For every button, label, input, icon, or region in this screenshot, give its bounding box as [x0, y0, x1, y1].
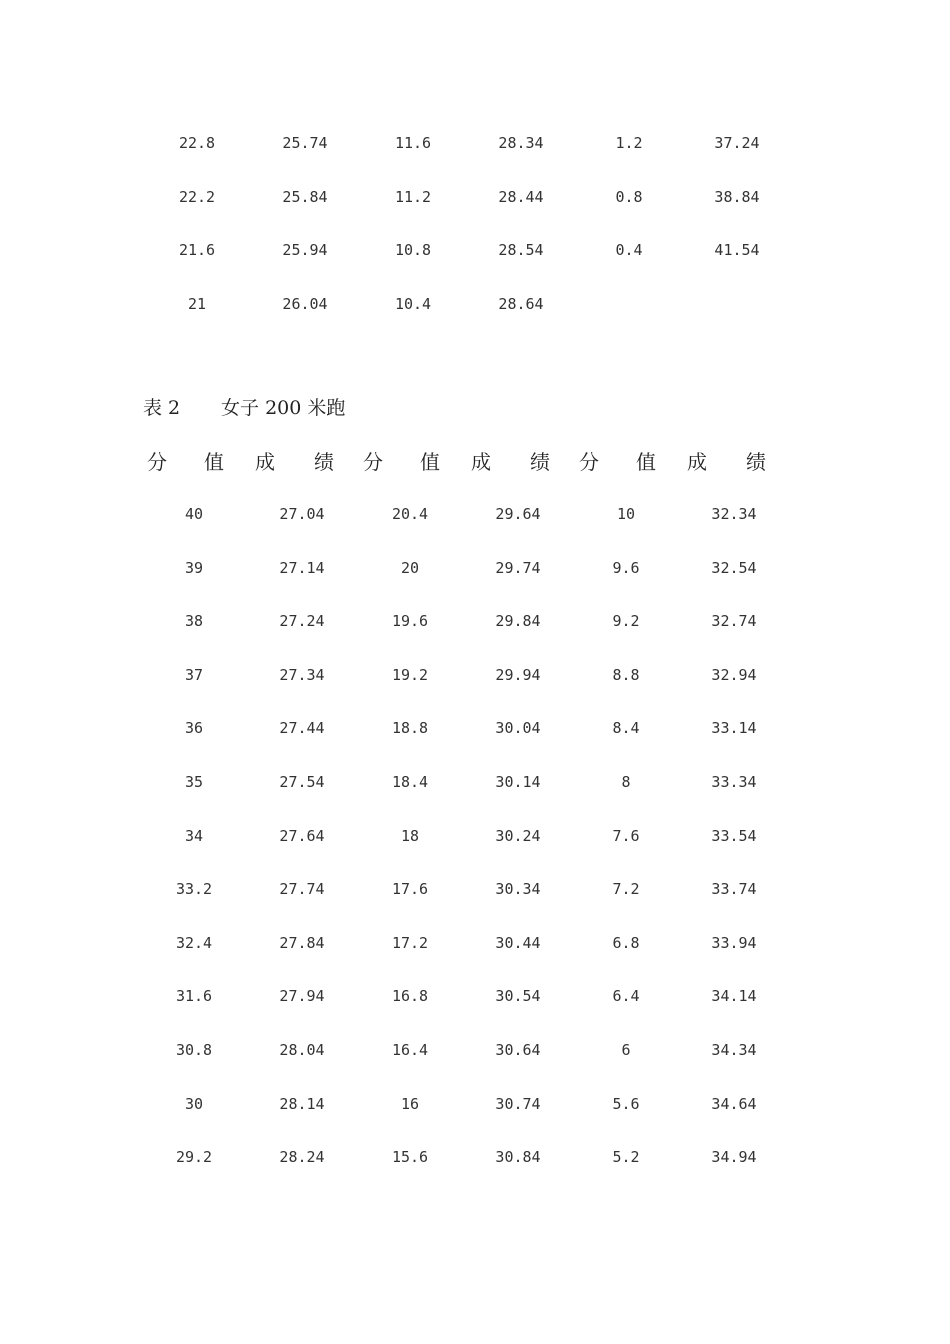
table-cell: 27.34	[279, 665, 325, 684]
table-cell: 0.8	[615, 187, 643, 206]
table-row	[143, 241, 791, 295]
table-cell: 29.2	[175, 1148, 213, 1167]
table-cell: 7.2	[612, 880, 640, 899]
table-row	[143, 134, 791, 188]
table-row	[143, 188, 791, 242]
table-row	[140, 666, 788, 720]
table-cell: 32.74	[711, 612, 757, 631]
table-cell: 6.8	[612, 933, 640, 952]
table-header-char: 绩	[746, 450, 766, 474]
table-row	[140, 827, 788, 881]
table-cell: 22.8	[178, 134, 216, 152]
table-cell: 33.34	[711, 772, 757, 791]
table-cell: 17.2	[391, 933, 429, 952]
table-cell: 0.4	[615, 241, 643, 260]
table-cell: 5.6	[612, 1094, 640, 1113]
table-cell: 28.14	[279, 1094, 325, 1113]
table-header-char: 值	[204, 450, 224, 474]
table-cell: 39	[184, 558, 204, 577]
table-cell: 30.24	[495, 826, 541, 845]
table-row	[140, 1041, 788, 1095]
table-cell: 30	[184, 1094, 204, 1113]
table-cell: 26.04	[282, 294, 328, 313]
table-cell: 15.6	[391, 1148, 429, 1167]
table-cell: 27.64	[279, 826, 325, 845]
table-cell: 28.24	[279, 1148, 325, 1167]
table-row	[140, 934, 788, 988]
table-header-char: 分	[363, 450, 383, 474]
table-cell: 30.8	[175, 1040, 213, 1059]
table-cell: 20	[400, 558, 420, 577]
table-cell: 18	[400, 826, 420, 845]
table-header-char: 值	[420, 450, 440, 474]
table-header-char: 成	[687, 450, 707, 474]
table-row	[140, 773, 788, 827]
table2-number: 表 2	[143, 397, 181, 419]
table-cell: 29.74	[495, 558, 541, 577]
table-cell: 25.74	[282, 134, 328, 152]
table-cell: 30.84	[495, 1148, 541, 1167]
table-header-char: 值	[636, 450, 656, 474]
table2-header-row	[147, 446, 787, 475]
table-cell: 30.14	[495, 772, 541, 791]
table-cell: 31.6	[175, 987, 213, 1006]
table-cell: 19.2	[391, 665, 429, 684]
table-cell: 28.64	[498, 294, 544, 313]
table-cell: 29.64	[495, 505, 541, 523]
table-cell: 18.4	[391, 772, 429, 791]
table-row	[140, 1148, 788, 1202]
table-cell: 28.44	[498, 187, 544, 206]
table-cell: 20.4	[391, 505, 429, 523]
table-cell: 9.2	[612, 612, 640, 631]
table1-continuation	[143, 134, 791, 348]
table-cell: 33.54	[711, 826, 757, 845]
table-cell: 34.64	[711, 1094, 757, 1113]
table-cell: 32.54	[711, 558, 757, 577]
table-cell: 28.04	[279, 1040, 325, 1059]
table-cell: 35	[184, 772, 204, 791]
table-cell: 8	[621, 772, 631, 791]
table-cell: 32.34	[711, 505, 757, 523]
table-cell: 28.34	[498, 134, 544, 152]
table-cell: 27.74	[279, 880, 325, 899]
table-cell: 18.8	[391, 719, 429, 738]
table-cell: 21	[187, 294, 207, 313]
table-cell: 27.14	[279, 558, 325, 577]
table-cell: 30.64	[495, 1040, 541, 1059]
table-cell: 32.94	[711, 665, 757, 684]
table-cell: 33.94	[711, 933, 757, 952]
table-cell: 22.2	[178, 187, 216, 206]
table-cell: 8.4	[612, 719, 640, 738]
table-cell: 27.84	[279, 933, 325, 952]
table-cell: 30.04	[495, 719, 541, 738]
table-cell: 6	[621, 1040, 631, 1059]
table-cell: 29.84	[495, 612, 541, 631]
table-header-char: 成	[471, 450, 491, 474]
table-cell: 19.6	[391, 612, 429, 631]
table-cell: 16.4	[391, 1040, 429, 1059]
table-cell: 27.44	[279, 719, 325, 738]
table-cell: 5.2	[612, 1148, 640, 1167]
table-cell: 34.94	[711, 1148, 757, 1167]
table-header-char: 分	[579, 450, 599, 474]
table-cell: 28.54	[498, 241, 544, 260]
table-cell: 1.2	[615, 134, 643, 152]
table-cell: 33.74	[711, 880, 757, 899]
table-cell: 37.24	[714, 134, 760, 152]
table-row	[140, 987, 788, 1041]
table-cell: 27.54	[279, 772, 325, 791]
table-cell: 40	[184, 505, 204, 523]
table-cell: 30.74	[495, 1094, 541, 1113]
table-cell: 34.34	[711, 1040, 757, 1059]
table2-body	[140, 505, 788, 1202]
table-cell: 7.6	[612, 826, 640, 845]
table-header-char: 分	[147, 450, 167, 474]
table-cell: 36	[184, 719, 204, 738]
table-row	[140, 1095, 788, 1149]
table-row	[143, 295, 791, 349]
table-cell: 29.94	[495, 665, 541, 684]
table-cell: 41.54	[714, 241, 760, 260]
table-cell: 38	[184, 612, 204, 631]
table-cell: 11.6	[394, 134, 432, 152]
table-row	[140, 505, 788, 559]
table-cell: 21.6	[178, 241, 216, 260]
table-cell: 30.54	[495, 987, 541, 1006]
table-cell: 6.4	[612, 987, 640, 1006]
table-cell: 33.2	[175, 880, 213, 899]
table-cell: 11.2	[394, 187, 432, 206]
table-cell: 30.44	[495, 933, 541, 952]
table-cell: 32.4	[175, 933, 213, 952]
table2-title: 女子 200 米跑	[221, 397, 346, 419]
table-cell: 34	[184, 826, 204, 845]
table-cell: 10	[616, 505, 636, 523]
table-cell: 37	[184, 665, 204, 684]
table-cell: 16	[400, 1094, 420, 1113]
table-row	[140, 612, 788, 666]
table-cell: 16.8	[391, 987, 429, 1006]
table-cell: 33.14	[711, 719, 757, 738]
table2-caption	[143, 393, 345, 420]
table-cell: 27.24	[279, 612, 325, 631]
table-header-char: 成	[255, 450, 275, 474]
table-cell: 25.84	[282, 187, 328, 206]
table-cell: 10.8	[394, 241, 432, 260]
table-row	[140, 559, 788, 613]
table-cell: 27.04	[279, 505, 325, 523]
table-cell: 10.4	[394, 294, 432, 313]
table-cell: 17.6	[391, 880, 429, 899]
table-header-char: 绩	[530, 450, 550, 474]
table-cell: 25.94	[282, 241, 328, 260]
table-cell: 30.34	[495, 880, 541, 899]
table-cell: 38.84	[714, 187, 760, 206]
table-cell: 8.8	[612, 665, 640, 684]
table-cell: 9.6	[612, 558, 640, 577]
table-cell: 34.14	[711, 987, 757, 1006]
table-cell: 27.94	[279, 987, 325, 1006]
table-header-char: 绩	[314, 450, 334, 474]
table-row	[140, 880, 788, 934]
table-row	[140, 719, 788, 773]
